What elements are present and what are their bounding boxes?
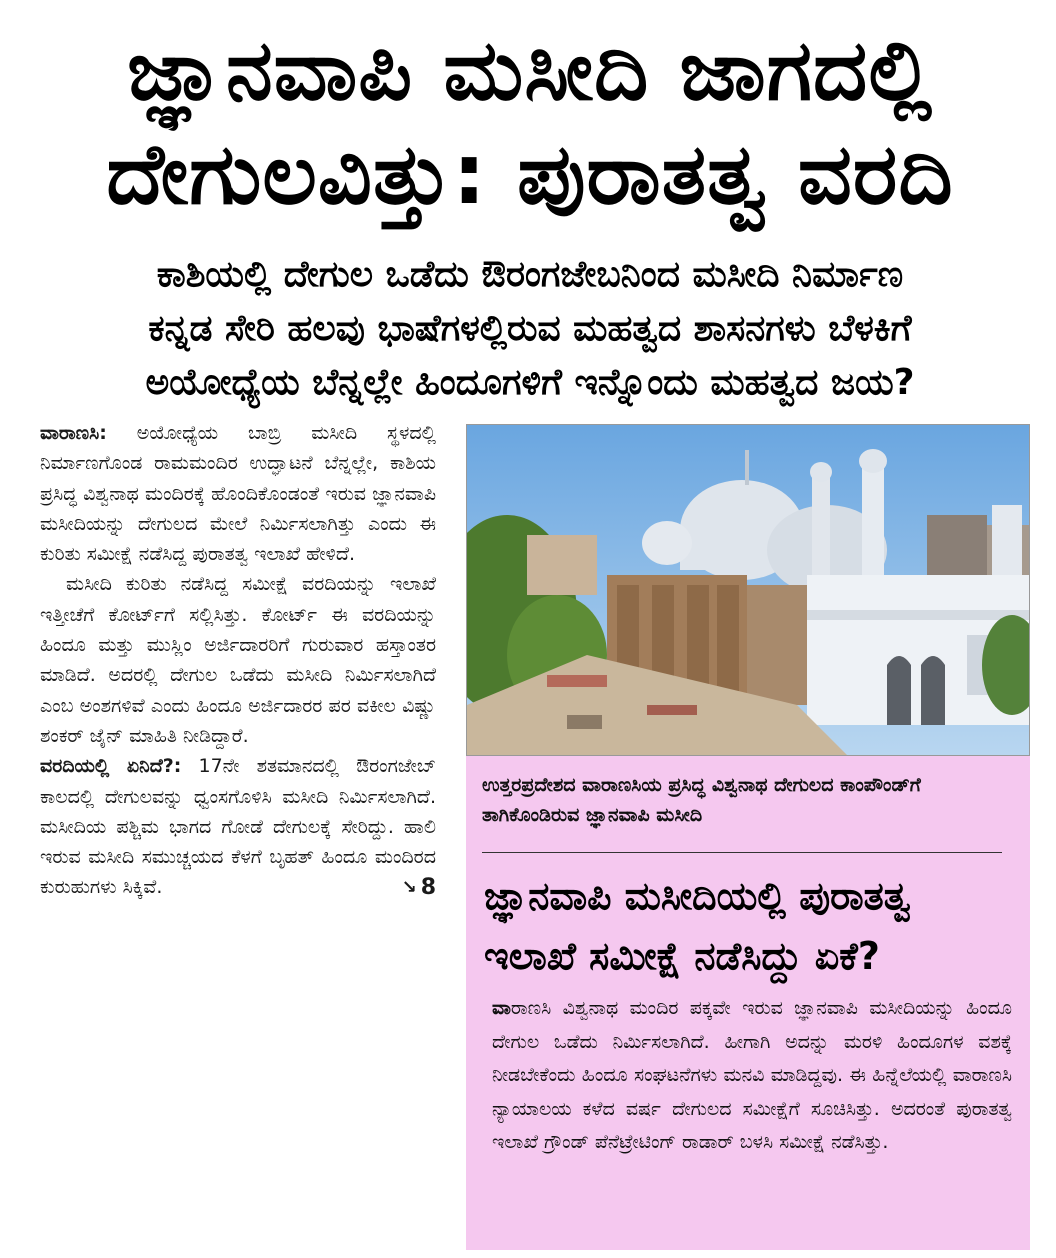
article-column (40, 418, 436, 903)
sidebar-body (492, 992, 1012, 1160)
photo-caption: ಉತ್ತರಪ್ರದೇಶದ ವಾರಾಣಸಿಯ ಪ್ರಸಿದ್ಧ ವಿಶ್ವನಾಥ ದೇಗುಲದ ಕಾಂಪೌಂಡ್‌ಗೆ ತಾಗಿಕೊಂಡಿರುವ ಜ್ಞಾನವಾಪಿ ಮಸೀದಿ (482, 774, 921, 826)
jump-arrow-icon: ↘ (401, 876, 417, 898)
mosque-photo-illustration (467, 425, 1029, 755)
mosque-photo (466, 424, 1030, 756)
article-paragraph-1 (40, 418, 436, 569)
subdeck-line-1: ಕಾಶಿಯಲ್ಲಿ ದೇಗುಲ ಒಡೆದು ಔರಂಗಜೇಬನಿಂದ ಮಸೀದಿ ನಿರ್ಮಾಣ (156, 254, 904, 295)
subdeck-line-2: ಕನ್ನಡ ಸೇರಿ ಹಲವು ಭಾಷೆಗಳಲ್ಲಿರುವ ಮಹತ್ವದ ಶಾಸನಗಳು ಬೆಳಕಿಗೆ (148, 308, 912, 349)
article-paragraph-2: ಮಸೀದಿ ಕುರಿತು ನಡೆಸಿದ್ದ ಸಮೀಕ್ಷೆ ವರದಿಯನ್ನು ಇಲಾಖೆ ಇತ್ತೀಚೆಗೆ ಕೋರ್ಟ್‌ಗೆ ಸಲ್ಲಿಸಿತ್ತು. ಕೋರ್ಟ್ ಈ ವರದಿಯನ್ನು ಹಿಂದೂ ಮತ್ತು ಮುಸ್ಲಿಂ ಅರ್ಜಿದಾರರಿಗೆ ಗುರುವಾರ ಹಸ್ತಾಂತರ ಮಾಡಿದೆ. ಅದರಲ್ಲಿ ದೇಗುಲ ಒಡೆದು ಮಸೀದಿ ನಿರ್ಮಿಸಲಾಗಿದೆ ಎಂಬ ಅಂಶಗಳಿವೆ ಎಂದು ಹಿಂದೂ ಅರ್ಜಿದಾರರ ಪರ ವಕೀಲ ವಿಷ್ಣು ಶಂಕರ್ ಜೈನ್ ಮಾಹಿತಿ ನೀಡಿದ್ದಾರೆ. (40, 573, 436, 747)
dateline: ವಾರಾಣಸಿ: (40, 422, 107, 444)
sidebar-dropcap: ವಾ (492, 997, 511, 1019)
article-subhead: ವರದಿಯಲ್ಲಿ ಏನಿದೆ?: (40, 755, 182, 778)
jump-page-number: 8 (420, 874, 436, 900)
sidebar-body-text: ರಾಣಸಿ ವಿಶ್ವನಾಥ ಮಂದಿರ ಪಕ್ಕವೇ ಇರುವ ಜ್ಞಾನವಾಪಿ ಮಸೀದಿಯನ್ನು ಹಿಂದೂ ದೇಗುಲ ಒಡೆದು ನಿರ್ಮಿಸಲಾಗಿದೆ. ಹೀಗಾಗಿ ಅದನ್ನು ಮರಳಿ ಹಿಂದೂಗಳ ವಶಕ್ಕೆ ನೀಡಬೇಕೆಂದು ಹಿಂದೂ ಸಂಘಟನೆಗಳು ಮನವಿ ಮಾಡಿದ್ದವು. ಈ ಹಿನ್ನೆಲೆಯಲ್ಲಿ ವಾರಾಣಸಿ ನ್ಯಾಯಾಲಯ ಕಳೆದ ವರ್ಷ ದೇಗುಲದ ಸಮೀಕ್ಷೆಗೆ ಸೂಚಿಸಿತ್ತು. ಅದರಂತೆ ಪುರಾತತ್ವ ಇಲಾಖೆ ಗ್ರೌಂಡ್ ಪೆನೆಟ್ರೇಟಿಂಗ್ ರಾಡಾರ್ ಬಳಸಿ ಸಮೀಕ್ಷೆ ನಡೆಸಿತ್ತು. (492, 997, 1012, 1153)
headline-line-1: ಜ್ಞಾನವಾಪಿ ಮಸೀದಿ ಜಾಗದಲ್ಲಿ (127, 21, 933, 119)
subdeck-line-3: ಅಯೋಧ್ಯೆಯ ಬೆನ್ನಲ್ಲೇ ಹಿಂದೂಗಳಿಗೆ ಇನ್ನೊಂದು ಮಹತ್ವದ ಜಯ? (145, 362, 915, 403)
sidebar-heading: ಜ್ಞಾನವಾಪಿ ಮಸೀದಿಯಲ್ಲಿ ಪುರಾತತ್ವ ಇಲಾಖೆ ಸಮೀಕ್ಷೆ ನಡೆಸಿದ್ದು ಏಕೆ? (484, 874, 911, 978)
subdeck (30, 248, 1030, 410)
headline-line-2: ದೇಗುಲವಿತ್ತು: ಪುರಾತತ್ವ ವರದಿ (106, 125, 954, 223)
article-text-3: 17ನೇ ಶತಮಾನದಲ್ಲಿ ಔರಂಗಜೇಬ್ ಕಾಲದಲ್ಲಿ ದೇಗುಲವನ್ನು ಧ್ವಂಸಗೊಳಿಸಿ ಮಸೀದಿ ನಿರ್ಮಿಸಲಾಗಿದೆ. ಮಸೀದಿಯ ಪಶ್ಚಿಮ ಭಾಗದ ಗೋಡೆ ದೇಗುಲಕ್ಕೆ ಸೇರಿದ್ದು. ಹಾಲಿ ಇರುವ ಮಸೀದಿ ಸಮುಚ್ಚಯದ ಕೆಳಗೆ ಬೃಹತ್ ಹಿಂದೂ ಮಂದಿರದ ಕುರುಹುಗಳು ಸಿಕ್ಕಿವೆ. (40, 755, 436, 899)
divider (482, 852, 1002, 853)
headline (30, 18, 1030, 226)
article-text-1: ಅಯೋಧ್ಯೆಯ ಬಾಬ್ರಿ ಮಸೀದಿ ಸ್ಥಳದಲ್ಲಿ ನಿರ್ಮಾಣಗೊಂಡ ರಾಮಮಂದಿರ ಉದ್ಘಾಟನೆ ಬೆನ್ನಲ್ಲೇ, ಕಾಶಿಯ ಪ್ರಸಿದ್ಧ ವಿಶ್ವನಾಥ ಮಂದಿರಕ್ಕೆ ಹೊಂದಿಕೊಂಡಂತೆ ಇರುವ ಜ್ಞಾನವಾಪಿ ಮಸೀದಿಯನ್ನು ದೇಗುಲದ ಮೇಲೆ ನಿರ್ಮಿಸಲಾಗಿತ್ತು ಎಂದು ಈ ಕುರಿತು ಸಮೀಕ್ಷೆ ನಡೆಸಿದ್ದ ಪುರಾತತ್ವ ಇಲಾಖೆ ಹೇಳಿದೆ. (40, 422, 437, 566)
